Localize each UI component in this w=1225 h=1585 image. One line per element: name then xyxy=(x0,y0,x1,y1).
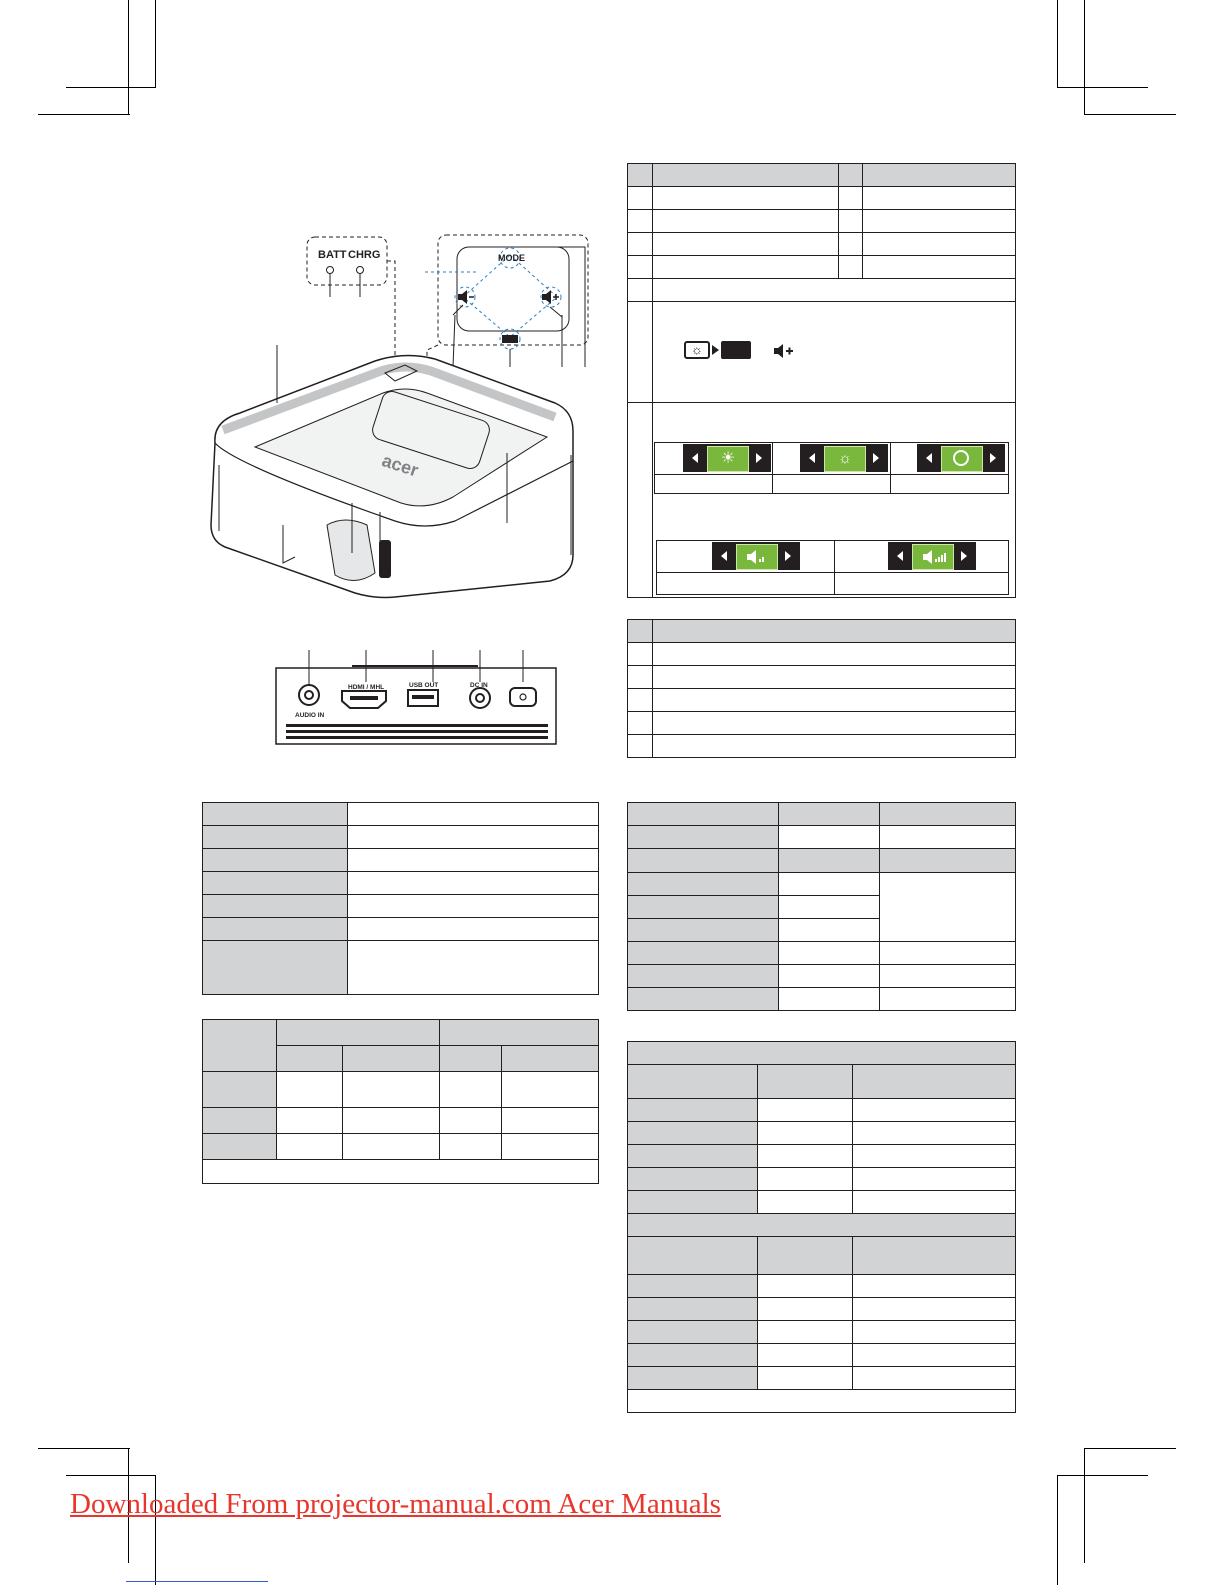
osd-eco-bar xyxy=(800,444,888,472)
lens-housing xyxy=(327,520,375,581)
speaker-low-icon xyxy=(736,544,778,570)
osd-language-bar xyxy=(917,444,1005,472)
osd-volume-low-bar xyxy=(712,542,800,570)
hdmi-mhl-label: HDMI / MHL xyxy=(348,684,385,691)
mode-label: MODE xyxy=(498,253,525,263)
led-status-table xyxy=(202,1019,599,1184)
source-key-icon xyxy=(502,335,518,343)
button-function-table xyxy=(627,163,1016,598)
usb-out-label: USB OUT xyxy=(409,682,439,689)
spec-table xyxy=(202,802,599,995)
focus-wheel xyxy=(379,540,391,578)
footer-download-link[interactable]: Downloaded From projector-manual.com Acer Manuals xyxy=(70,1488,721,1520)
volume-up-icon xyxy=(542,290,559,304)
sun-icon: ☀ xyxy=(707,446,749,472)
speaker-high-icon xyxy=(912,544,954,570)
osd-brightness-bar xyxy=(683,444,771,472)
ports-table xyxy=(627,619,1016,758)
footer-rule xyxy=(126,1581,268,1582)
rear-ports-diagram xyxy=(272,648,560,758)
volume-up-icon xyxy=(772,342,796,360)
sun-outline-icon: ☼ xyxy=(824,446,866,472)
resolution-table xyxy=(627,1041,1016,1413)
batt-label: BATT xyxy=(318,249,347,261)
globe-icon xyxy=(941,446,983,472)
svg-text:acer: acer xyxy=(379,450,421,481)
vent-grille xyxy=(286,724,548,739)
batt-led-icon xyxy=(327,267,334,274)
chrg-label: CHRG xyxy=(348,249,381,261)
arrow-right-icon xyxy=(712,345,719,355)
mode-sequence-icons xyxy=(684,341,804,363)
projector-diagram xyxy=(195,225,605,610)
led-callout-box xyxy=(307,237,387,285)
mode-compat-table xyxy=(627,802,1016,1011)
audio-in-label: AUDIO IN xyxy=(295,712,325,719)
brightness-key-icon: ☼ xyxy=(684,341,710,359)
dc-in-label: DC IN xyxy=(470,682,488,689)
osd-volume-high-bar xyxy=(888,542,976,570)
chrg-led-icon xyxy=(357,267,364,274)
volume-down-icon xyxy=(458,290,474,304)
source-key-icon xyxy=(721,341,751,359)
keypad-callout-box xyxy=(438,235,588,345)
